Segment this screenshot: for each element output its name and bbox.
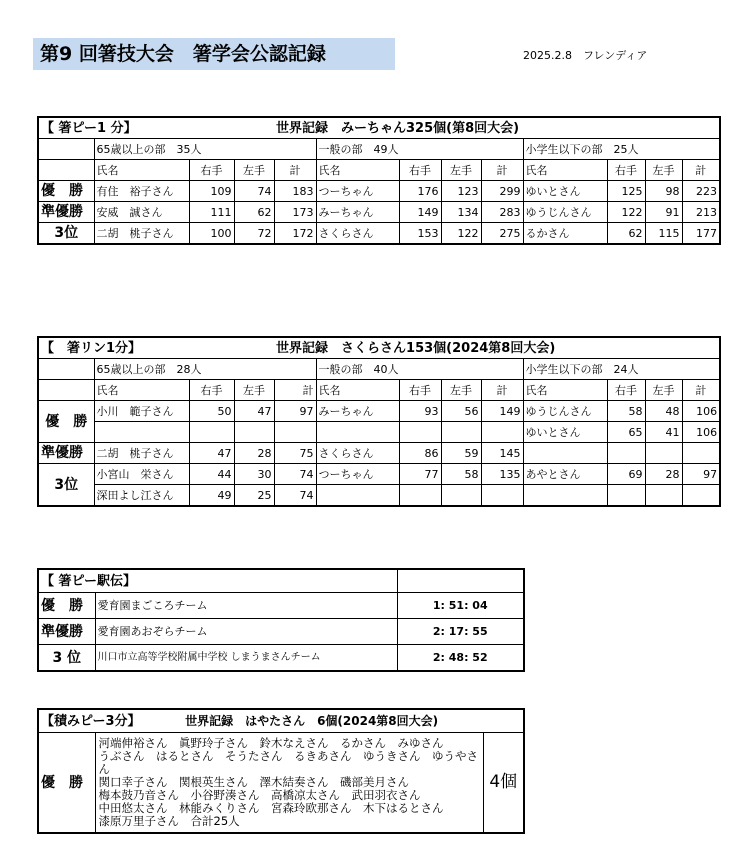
score-right: 149: [399, 202, 441, 223]
team-name: 愛育園あおぞらチーム: [95, 619, 397, 645]
score-total: 223: [682, 181, 720, 202]
score-left: 41: [645, 422, 682, 443]
table-row: [38, 422, 720, 443]
score-right: 111: [189, 202, 234, 223]
score-total: 213: [682, 202, 720, 223]
player-name: ゆいとさん: [523, 181, 607, 202]
participant-line: うぶさん はるとさん そうたさん るきあさん ゆうきさん ゆうやさん: [98, 749, 478, 776]
section-name: 【 箸ピー1 分】: [38, 117, 274, 139]
empty-cell: [316, 422, 399, 443]
page-title: 第9 回箸技大会 箸学会公認記録: [33, 38, 395, 70]
player-name: さくらさん: [316, 443, 399, 464]
empty-cell: [399, 422, 441, 443]
player-name: つーちゃん: [316, 464, 399, 485]
col-name: 氏名: [316, 160, 399, 181]
category-senior: 65歳以上の部 28人: [94, 359, 316, 380]
player-name: 安威 誠さん: [94, 202, 189, 223]
empty-cell: [94, 422, 189, 443]
score-total: 75: [274, 443, 316, 464]
rank-label: 優 勝: [38, 733, 95, 834]
table-row: [38, 464, 720, 485]
score-left: 30: [234, 464, 274, 485]
world-record: 世界記録 みーちゃん325個(第8回大会): [274, 117, 720, 139]
empty-cell: [441, 422, 481, 443]
score-right: 93: [399, 401, 441, 422]
player-name: 二胡 桃子さん: [94, 443, 189, 464]
empty-cell: [274, 422, 316, 443]
score-total: 177: [682, 223, 720, 245]
table-row: [38, 619, 524, 645]
score-total: 74: [274, 464, 316, 485]
section-name: 【 箸リン1分】: [38, 337, 274, 359]
col-name: 氏名: [523, 160, 607, 181]
score-total: 106: [682, 401, 720, 422]
section-header: [38, 709, 524, 733]
score-left: 72: [234, 223, 274, 245]
empty-cell: [645, 485, 682, 507]
score-right: 77: [399, 464, 441, 485]
category-senior: 65歳以上の部 35人: [94, 139, 316, 160]
score-total: 74: [274, 485, 316, 507]
player-name: るかさん: [523, 223, 607, 245]
col-total: 計: [682, 160, 720, 181]
score-left: 47: [234, 401, 274, 422]
score-total: 106: [682, 422, 720, 443]
finish-time: 1: 51: 04: [397, 593, 524, 619]
tsumi-table: [37, 708, 525, 834]
section-name: 【 箸ピー駅伝】: [38, 569, 397, 593]
col-name: 氏名: [316, 380, 399, 401]
table-row: [38, 202, 720, 223]
score-total: 97: [274, 401, 316, 422]
rank-label: 優 勝: [38, 593, 95, 619]
score-right: 65: [607, 422, 645, 443]
blank-cell: [38, 139, 94, 160]
empty-cell: [481, 485, 523, 507]
score-left: 28: [234, 443, 274, 464]
participant-line: 中田悠太さん 林能みくりさん 宮森玲欧那さん 木下はるとさん: [98, 801, 444, 815]
blank-cell: [38, 359, 94, 380]
category-kids: 小学生以下の部 25人: [523, 139, 720, 160]
participant-line: 河端伸裕さん 眞野玲子さん 鈴木なえさん るかさん みゆさん: [98, 736, 444, 750]
rank-label: 3位: [38, 223, 94, 245]
score-left: 74: [234, 181, 274, 202]
empty-cell: [399, 485, 441, 507]
score-left: 123: [441, 181, 481, 202]
empty-cell: [682, 443, 720, 464]
rank-label: 準優勝: [38, 202, 94, 223]
score-left: 25: [234, 485, 274, 507]
col-right: 右手: [399, 160, 441, 181]
empty-cell: [316, 485, 399, 507]
col-total: 計: [682, 380, 720, 401]
pea-table: [37, 116, 721, 245]
col-left: 左手: [441, 160, 481, 181]
col-left: 左手: [234, 380, 274, 401]
score-right: 69: [607, 464, 645, 485]
rin-table: [37, 336, 721, 507]
score-right: 109: [189, 181, 234, 202]
team-name: 川口市立高等学校附属中学校 しまうまさんチーム: [95, 645, 397, 672]
finish-time: 2: 17: 55: [397, 619, 524, 645]
score-right: 122: [607, 202, 645, 223]
player-name: あやとさん: [523, 464, 607, 485]
table-row: [38, 181, 720, 202]
finish-time: 2: 48: 52: [397, 645, 524, 672]
score-right: 125: [607, 181, 645, 202]
col-name: 氏名: [94, 160, 189, 181]
player-name: 有住 裕子さん: [94, 181, 189, 202]
col-right: 右手: [607, 380, 645, 401]
blank-cell: [38, 380, 94, 401]
rank-label: 優 勝: [38, 181, 94, 202]
player-name: 小宮山 栄さん: [94, 464, 189, 485]
score-right: 49: [189, 485, 234, 507]
rank-label: 優 勝: [38, 401, 94, 443]
score-total: 173: [274, 202, 316, 223]
world-record: 世界記録 はやたさん 6個(2024第8回大会): [185, 713, 439, 728]
col-left: 左手: [645, 160, 682, 181]
player-name: みーちゃん: [316, 202, 399, 223]
score-total: 145: [481, 443, 523, 464]
col-right: 右手: [607, 160, 645, 181]
score-total: 283: [481, 202, 523, 223]
table-row: [38, 733, 524, 834]
empty-cell: [607, 443, 645, 464]
empty-cell: [682, 485, 720, 507]
table-row: [38, 223, 720, 245]
world-record: 世界記録 さくらさん153個(2024第8回大会): [274, 337, 720, 359]
score-right: 100: [189, 223, 234, 245]
empty-cell: [481, 422, 523, 443]
score-right: 62: [607, 223, 645, 245]
score-right: 50: [189, 401, 234, 422]
table-row: [38, 443, 720, 464]
player-name: 深田よし江さん: [94, 485, 189, 507]
score-left: 28: [645, 464, 682, 485]
empty-cell: [523, 443, 607, 464]
player-name: ゆいとさん: [523, 422, 607, 443]
score-left: 62: [234, 202, 274, 223]
score-right: 153: [399, 223, 441, 245]
col-right: 右手: [189, 160, 234, 181]
score-left: 122: [441, 223, 481, 245]
category-kids: 小学生以下の部 24人: [523, 359, 720, 380]
empty-cell: [234, 422, 274, 443]
score-total: 135: [481, 464, 523, 485]
player-name: みーちゃん: [316, 401, 399, 422]
score-right: 58: [607, 401, 645, 422]
score-left: 98: [645, 181, 682, 202]
category-general: 一般の部 49人: [316, 139, 523, 160]
team-name: 愛育園まごころチーム: [95, 593, 397, 619]
player-name: 小川 範子さん: [94, 401, 189, 422]
col-right: 右手: [399, 380, 441, 401]
empty-cell: [441, 485, 481, 507]
col-total: 計: [274, 380, 316, 401]
blank-cell: [38, 160, 94, 181]
score-total: 149: [481, 401, 523, 422]
col-total: 計: [274, 160, 316, 181]
score-right: 44: [189, 464, 234, 485]
col-total: 計: [481, 160, 523, 181]
participant-line: 梅本鼓乃音さん 小谷野湊さん 高橋凉太さん 武田羽衣さん: [98, 788, 421, 802]
participant-line: 関口幸子さん 関根英生さん 澤木結奏さん 磯部美月さん: [98, 775, 409, 789]
section-name: 【積みピー3分】: [41, 713, 141, 729]
score-right: 176: [399, 181, 441, 202]
player-name: ゆうじんさん: [523, 202, 607, 223]
score-right: 47: [189, 443, 234, 464]
empty-cell: [607, 485, 645, 507]
player-name: つーちゃん: [316, 181, 399, 202]
score-left: 56: [441, 401, 481, 422]
score-left: 115: [645, 223, 682, 245]
score-right: 86: [399, 443, 441, 464]
empty-cell: [189, 422, 234, 443]
participant-list: [95, 733, 483, 834]
player-name: 二胡 桃子さん: [94, 223, 189, 245]
score-left: 58: [441, 464, 481, 485]
rank-label: 3位: [38, 464, 94, 507]
empty-cell: [523, 485, 607, 507]
col-total: 計: [481, 380, 523, 401]
col-right: 右手: [189, 380, 234, 401]
empty-cell: [645, 443, 682, 464]
col-name: 氏名: [94, 380, 189, 401]
score-left: 134: [441, 202, 481, 223]
score-total: 299: [481, 181, 523, 202]
col-left: 左手: [234, 160, 274, 181]
score-total: 275: [481, 223, 523, 245]
table-row: [38, 485, 720, 507]
table-row: [38, 645, 524, 672]
category-general: 一般の部 40人: [316, 359, 523, 380]
col-left: 左手: [441, 380, 481, 401]
rank-label: 3 位: [38, 645, 95, 672]
player-name: さくらさん: [316, 223, 399, 245]
score-left: 48: [645, 401, 682, 422]
score-left: 91: [645, 202, 682, 223]
score-left: 59: [441, 443, 481, 464]
player-name: ゆうじんさん: [523, 401, 607, 422]
score-total: 172: [274, 223, 316, 245]
event-date: 2025.2.8 フレンディア: [523, 49, 648, 62]
ekiden-table: [37, 568, 525, 672]
rank-label: 準優勝: [38, 619, 95, 645]
rank-label: 準優勝: [38, 443, 94, 464]
score-total: 97: [682, 464, 720, 485]
col-left: 左手: [645, 380, 682, 401]
score-total: 183: [274, 181, 316, 202]
participant-line: 漆原万里子さん 合計25人: [98, 814, 240, 828]
table-row: [38, 401, 720, 422]
stack-result: 4個: [483, 733, 524, 834]
table-row: [38, 593, 524, 619]
blank-cell: [397, 569, 524, 593]
col-name: 氏名: [523, 380, 607, 401]
